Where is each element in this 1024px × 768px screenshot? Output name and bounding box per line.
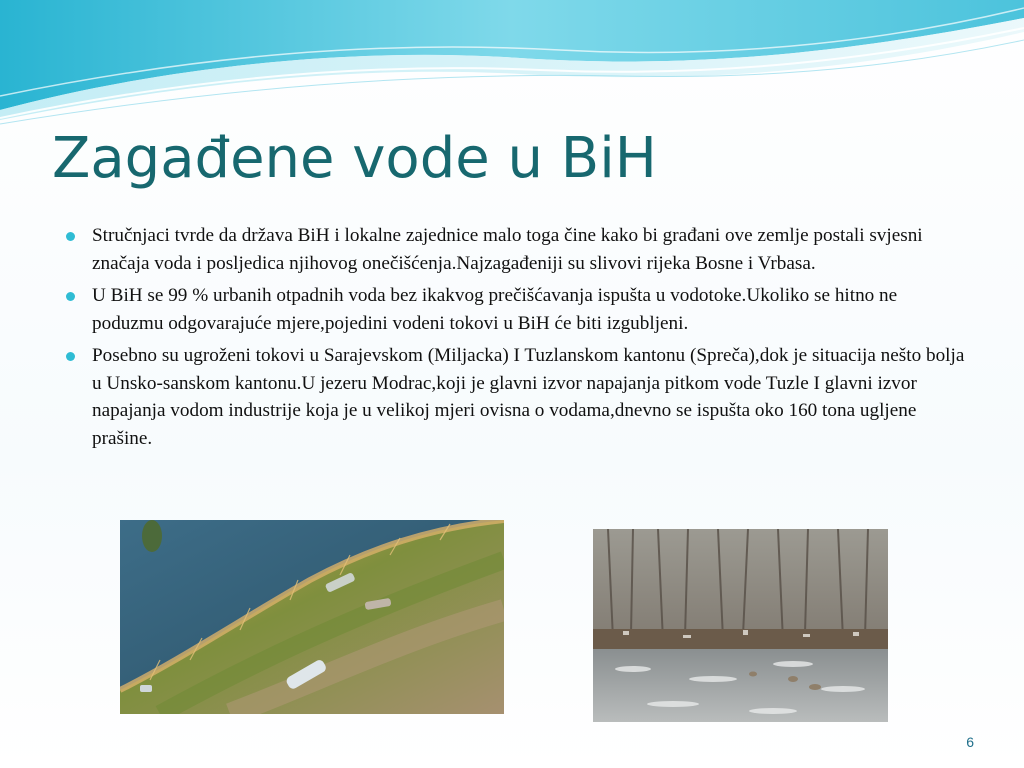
- slide-number: 6: [966, 734, 974, 750]
- bullet-dot-icon: [66, 232, 75, 241]
- bullet-text: Posebno su ugroženi tokovi u Sarajevskom (Miljacka) I Tuzlanskom kantonu (Spreča),dok je situacija nešto bolja u Unsko-sanskom kantonu.U jezeru Modrac,koji je glavni izvor napajanja pitkom vode Tuzle I glavni izvor napajanja vodom industrije koja je u velikoj mjeri ovisna o vodama,dnevno se ispušta oko 160 tona ugljene prašine.: [92, 345, 965, 449]
- bullet-item: [64, 222, 969, 277]
- decorative-wave-header: [0, 0, 1024, 130]
- bullet-list: [64, 222, 969, 457]
- bullet-text: Stručnjaci tvrde da država BiH i lokalne zajednice malo toga čine kako bi građani ove zemlje postali svjesni značaja voda i posljedica njihovog onečišćenja.Najzagađeniji su slivovi rijeka Bosne i Vrbasa.: [92, 225, 923, 274]
- bullet-dot-icon: [66, 292, 75, 301]
- photo-polluted-river: [593, 529, 888, 722]
- photo-polluted-riverbank-slope: [120, 520, 504, 714]
- bullet-dot-icon: [66, 352, 75, 361]
- bullet-item: [64, 342, 969, 452]
- slide-title: Zagađene vode u BiH: [52, 126, 657, 191]
- bullet-item: [64, 282, 969, 337]
- bullet-text: U BiH se 99 % urbanih otpadnih voda bez ikakvog prečišćavanja ispušta u vodotoke.Ukoliko se hitno ne poduzmu odgovarajuće mjere,pojedini vodeni tokovi u BiH će biti izgubljeni.: [92, 285, 898, 334]
